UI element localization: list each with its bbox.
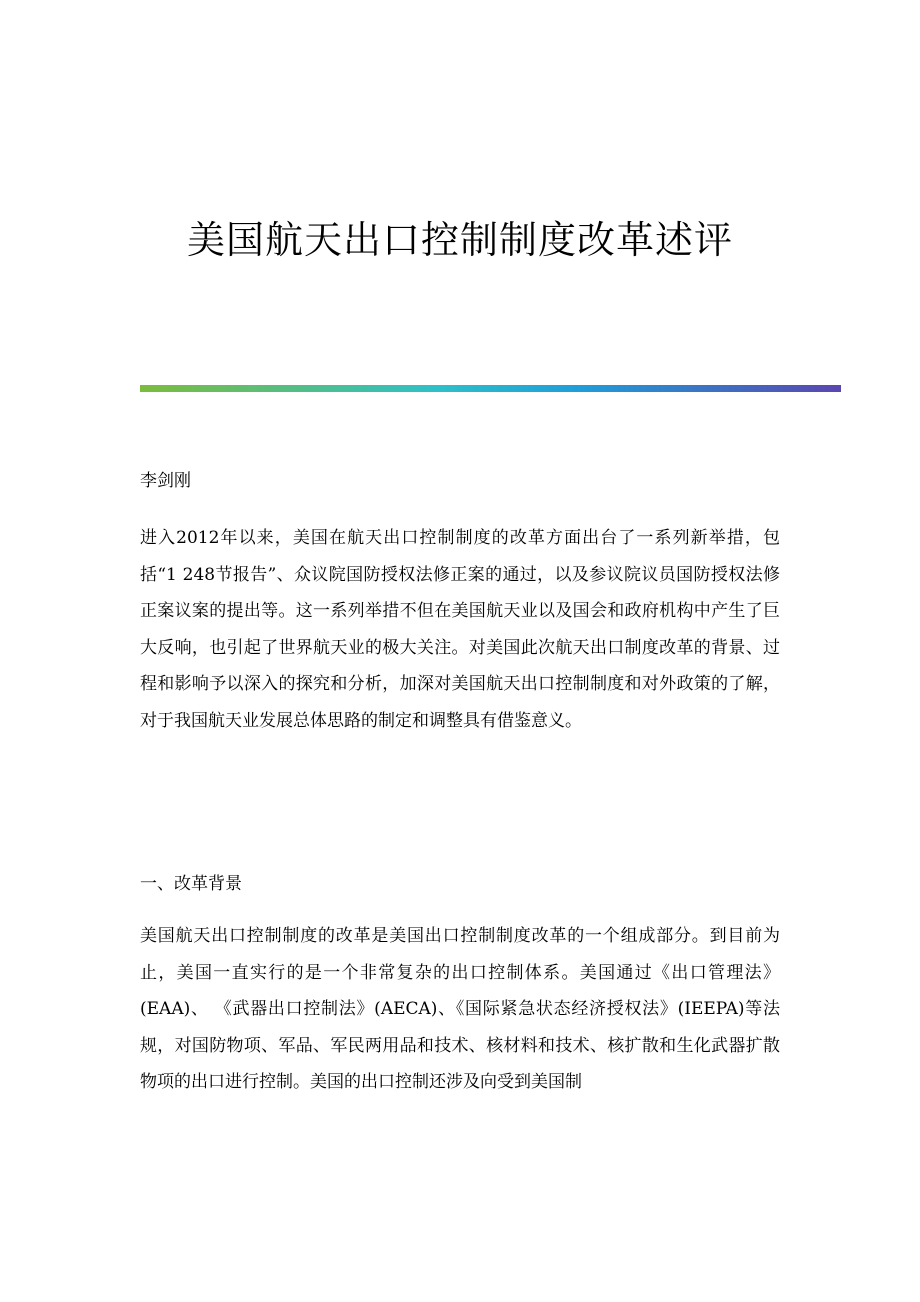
intro-paragraph: 进入2012年以来，美国在航天出口控制制度的改革方面出台了一系列新举措，包括“1 248节报告”、众议院国防授权法修正案的通过，以及参议院议员国防授权法修正案议案的提出等。这一系列举措不但在美国航天业以及国会和政府机构中产生了巨大反响，也引起了世界航天业的极大关注。对美国此次航天出口制度改革的背景、过程和影响予以深入的探究和分析，加深对美国航天出口控制制度和对外政策的了解，对于我国航天业发展总体思路的制定和调整具有借鉴意义。 <box>140 528 780 731</box>
title-divider <box>140 385 841 392</box>
author-name: 李剑刚 <box>140 471 191 491</box>
section-paragraph: 美国航天出口控制制度的改革是美国出口控制制度改革的一个组成部分。到目前为止，美国一直实行的是一个非常复杂的出口控制体系。美国通过《出口管理法》(EAA)、 《武器出口控制法》(AECA)、《国际紧急状态经济授权法》(IEEPA)等法规，对国防物项、军品、军民两用品和技术、核材料和技术、核扩散和生化武器扩散物项的出口进行控制。美国的出口控制还涉及向受到美国制 <box>140 926 780 1092</box>
section-heading: 一、改革背景 <box>140 874 242 894</box>
document-title: 美国航天出口控制制度改革述评 <box>186 218 733 262</box>
